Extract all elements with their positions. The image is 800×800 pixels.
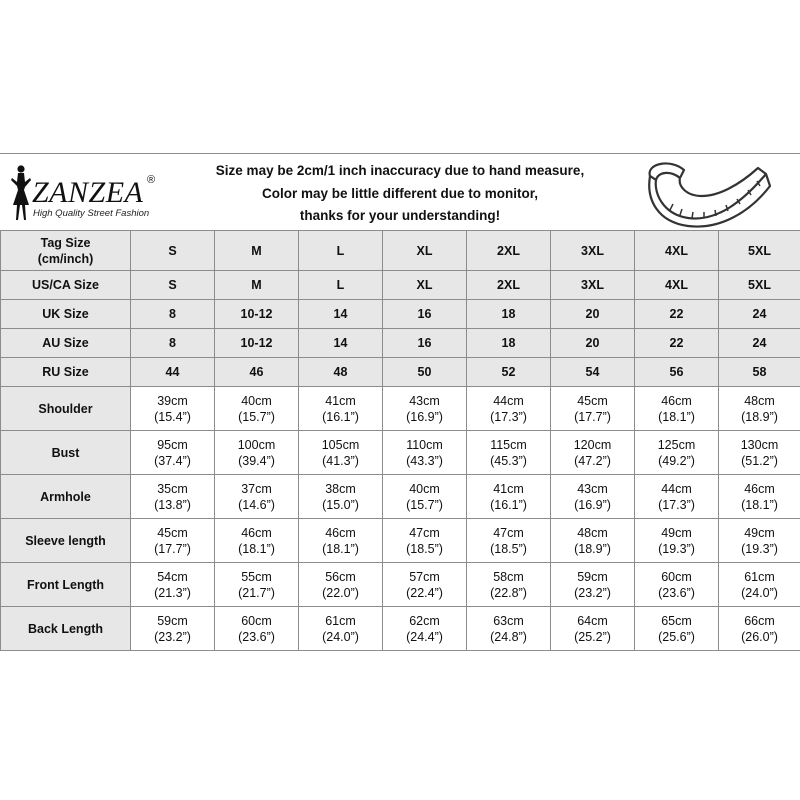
notice-line: thanks for your understanding!	[299, 208, 501, 223]
size-cell: 52	[467, 358, 551, 387]
tag-size-label: Tag Size	[40, 235, 91, 250]
measurement-cell	[635, 519, 719, 563]
au-size-row	[1, 329, 800, 358]
inch-value: (41.3”)	[322, 453, 359, 468]
cm-value: 40cm	[409, 481, 440, 496]
inch-value: (51.2”)	[741, 453, 778, 468]
cm-value: 46cm	[661, 393, 692, 408]
inch-value: (14.6”)	[238, 497, 275, 512]
size-cell: 18	[467, 300, 551, 329]
size-cell: M	[215, 271, 299, 300]
row-label: RU Size	[1, 358, 131, 387]
measurement-cell	[635, 475, 719, 519]
tag-size-cell: XL	[383, 231, 467, 271]
size-cell: 56	[635, 358, 719, 387]
cm-value: 43cm	[409, 393, 440, 408]
inch-value: (22.0”)	[322, 585, 359, 600]
measurement-cell	[551, 475, 635, 519]
tag-size-cell: 2XL	[467, 231, 551, 271]
inch-value: (19.3”)	[658, 541, 695, 556]
size-cell: 24	[719, 300, 800, 329]
measurement-cell	[383, 431, 467, 475]
measurement-cell	[551, 607, 635, 651]
cm-value: 46cm	[744, 481, 775, 496]
measurement-cell	[467, 387, 551, 431]
inch-value: (23.2”)	[154, 629, 191, 644]
cm-value: 59cm	[157, 613, 188, 628]
size-cell: 16	[383, 329, 467, 358]
measurement-cell	[467, 563, 551, 607]
measurement-cell	[551, 387, 635, 431]
inch-value: (25.2”)	[574, 629, 611, 644]
measurement-cell	[131, 607, 215, 651]
cm-value: 39cm	[157, 393, 188, 408]
measurement-cell	[131, 387, 215, 431]
cm-value: 110cm	[406, 437, 443, 452]
measurement-cell	[467, 431, 551, 475]
inch-value: (17.3”)	[490, 409, 527, 424]
size-cell: 16	[383, 300, 467, 329]
size-cell: 22	[635, 329, 719, 358]
size-chart	[0, 153, 800, 644]
cm-value: 66cm	[744, 613, 775, 628]
cm-value: 40cm	[241, 393, 272, 408]
row-label: UK Size	[1, 300, 131, 329]
inch-value: (26.0”)	[741, 629, 778, 644]
inch-value: (18.5”)	[406, 541, 443, 556]
measurement-cell	[215, 563, 299, 607]
cm-value: 55cm	[241, 569, 272, 584]
us-ca-size-row	[1, 271, 800, 300]
uk-size-row	[1, 300, 800, 329]
registered-mark: ®	[147, 174, 156, 186]
measurement-cell	[719, 607, 800, 651]
size-cell: 50	[383, 358, 467, 387]
measurement-cell	[383, 563, 467, 607]
measurement-cell	[299, 475, 383, 519]
size-cell: 54	[551, 358, 635, 387]
cm-value: 56cm	[325, 569, 356, 584]
size-cell: 22	[635, 300, 719, 329]
brand-name: ZANZEA	[32, 176, 144, 209]
cm-value: 47cm	[409, 525, 440, 540]
inch-value: (24.0”)	[322, 629, 359, 644]
cm-value: 41cm	[493, 481, 524, 496]
tag-size-cell: 4XL	[635, 231, 719, 271]
size-table	[0, 230, 800, 651]
cm-value: 61cm	[744, 569, 775, 584]
shoulder-row	[1, 387, 800, 431]
cm-value: 58cm	[493, 569, 524, 584]
cm-value: 63cm	[493, 613, 524, 628]
measurement-cell	[299, 519, 383, 563]
size-cell: 10-12	[215, 329, 299, 358]
cm-value: 47cm	[493, 525, 524, 540]
measurement-cell	[383, 519, 467, 563]
inch-value: (22.8”)	[490, 585, 527, 600]
size-cell: 8	[131, 300, 215, 329]
notice-line: Size may be 2cm/1 inch inaccuracy due to hand measure,	[215, 163, 585, 178]
inch-value: (23.2”)	[574, 585, 611, 600]
size-cell: 14	[299, 300, 383, 329]
measurement-cell	[719, 475, 800, 519]
inch-value: (21.3”)	[154, 585, 191, 600]
cm-value: 64cm	[577, 613, 608, 628]
cm-value: 100cm	[237, 437, 276, 452]
inch-value: (19.3”)	[741, 541, 778, 556]
inch-value: (17.7”)	[154, 541, 191, 556]
measurement-cell	[551, 431, 635, 475]
brand-logo	[6, 160, 166, 228]
inch-value: (18.5”)	[490, 541, 527, 556]
size-cell: XL	[383, 271, 467, 300]
inch-value: (18.9”)	[574, 541, 611, 556]
tag-size-cell: 3XL	[551, 231, 635, 271]
size-cell: 10-12	[215, 300, 299, 329]
inch-value: (21.7”)	[238, 585, 275, 600]
measurement-cell	[635, 607, 719, 651]
measurement-cell	[467, 607, 551, 651]
cm-value: 35cm	[157, 481, 188, 496]
tag-size-unit: (cm/inch)	[37, 251, 94, 266]
tag-size-cell: 5XL	[719, 231, 800, 271]
inch-value: (24.0”)	[741, 585, 778, 600]
front-length-row	[1, 563, 800, 607]
cm-value: 48cm	[577, 525, 608, 540]
inch-value: (23.6”)	[238, 629, 275, 644]
inch-value: (24.4”)	[406, 629, 443, 644]
measurement-cell	[299, 431, 383, 475]
inch-value: (49.2”)	[658, 453, 695, 468]
chart-header	[0, 153, 800, 231]
inch-value: (17.7”)	[574, 409, 611, 424]
inch-value: (18.1”)	[238, 541, 275, 556]
measurement-cell	[215, 475, 299, 519]
cm-value: 46cm	[241, 525, 272, 540]
measurement-cell	[719, 519, 800, 563]
size-cell: 8	[131, 329, 215, 358]
inch-value: (47.2”)	[574, 453, 611, 468]
inch-value: (17.3”)	[658, 497, 695, 512]
measurement-cell	[299, 607, 383, 651]
cm-value: 105cm	[321, 437, 360, 452]
inch-value: (16.1”)	[490, 497, 527, 512]
cm-value: 49cm	[744, 525, 775, 540]
measurement-notice	[190, 160, 610, 228]
inch-value: (23.6”)	[658, 585, 695, 600]
row-label: Shoulder	[1, 387, 131, 431]
measurement-cell	[383, 475, 467, 519]
ru-size-row	[1, 358, 800, 387]
size-cell: 48	[299, 358, 383, 387]
inch-value: (22.4”)	[406, 585, 443, 600]
cm-value: 115cm	[490, 437, 527, 452]
measurement-cell	[215, 431, 299, 475]
inch-value: (43.3”)	[406, 453, 443, 468]
measurement-cell	[131, 475, 215, 519]
measurement-cell	[719, 563, 800, 607]
measurement-cell	[215, 519, 299, 563]
measurement-cell	[131, 431, 215, 475]
row-label: Sleeve length	[1, 519, 131, 563]
size-cell: 58	[719, 358, 800, 387]
cm-value: 48cm	[744, 393, 775, 408]
back-length-row	[1, 607, 800, 651]
cm-value: 41cm	[325, 393, 356, 408]
cm-value: 46cm	[325, 525, 356, 540]
size-cell: 24	[719, 329, 800, 358]
bust-row	[1, 431, 800, 475]
size-cell: 14	[299, 329, 383, 358]
inch-value: (18.1”)	[322, 541, 359, 556]
inch-value: (39.4”)	[238, 453, 275, 468]
measurement-cell	[719, 431, 800, 475]
notice-line: Color may be little different due to monitor,	[261, 185, 539, 201]
cm-value: 49cm	[661, 525, 692, 540]
size-cell: S	[131, 271, 215, 300]
measurement-cell	[467, 475, 551, 519]
inch-value: (25.6”)	[658, 629, 695, 644]
row-label: Armhole	[1, 475, 131, 519]
cm-value: 65cm	[661, 613, 692, 628]
size-cell: 2XL	[467, 271, 551, 300]
cm-value: 60cm	[661, 569, 692, 584]
size-cell: 3XL	[551, 271, 635, 300]
measuring-tape-icon	[640, 156, 775, 228]
measurement-cell	[467, 519, 551, 563]
size-cell: 46	[215, 358, 299, 387]
inch-value: (13.8”)	[154, 497, 191, 512]
measurement-cell	[635, 431, 719, 475]
cm-value: 45cm	[157, 525, 188, 540]
tag-size-cell: S	[131, 231, 215, 271]
inch-value: (15.7”)	[238, 409, 275, 424]
measurement-cell	[299, 563, 383, 607]
size-cell: 18	[467, 329, 551, 358]
measurement-cell	[215, 387, 299, 431]
inch-value: (15.0”)	[322, 497, 359, 512]
size-cell: 20	[551, 329, 635, 358]
measurement-cell	[215, 607, 299, 651]
cm-value: 60cm	[241, 613, 272, 628]
inch-value: (18.1”)	[658, 409, 695, 424]
size-cell: 44	[131, 358, 215, 387]
size-cell: 4XL	[635, 271, 719, 300]
measurement-cell	[383, 387, 467, 431]
row-label: US/CA Size	[1, 271, 131, 300]
armhole-row	[1, 475, 800, 519]
sleeve-length-row	[1, 519, 800, 563]
inch-value: (15.7”)	[406, 497, 443, 512]
size-cell: L	[299, 271, 383, 300]
inch-value: (18.1”)	[741, 497, 778, 512]
measurement-cell	[299, 387, 383, 431]
cm-value: 120cm	[573, 437, 612, 452]
measurement-cell	[131, 519, 215, 563]
cm-value: 62cm	[409, 613, 440, 628]
measurement-cell	[635, 563, 719, 607]
tag-size-cell: L	[299, 231, 383, 271]
cm-value: 57cm	[409, 569, 440, 584]
cm-value: 38cm	[325, 481, 356, 496]
measurement-cell	[131, 563, 215, 607]
cm-value: 125cm	[657, 437, 696, 452]
row-label	[1, 231, 131, 271]
measurement-cell	[719, 387, 800, 431]
row-label: AU Size	[1, 329, 131, 358]
inch-value: (15.4”)	[154, 409, 191, 424]
measurement-cell	[635, 387, 719, 431]
cm-value: 44cm	[493, 393, 524, 408]
cm-value: 130cm	[740, 437, 779, 452]
cm-value: 43cm	[577, 481, 608, 496]
row-label: Back Length	[1, 607, 131, 651]
size-cell: 5XL	[719, 271, 800, 300]
measurement-cell	[551, 519, 635, 563]
inch-value: (45.3”)	[490, 453, 527, 468]
measurement-cell	[383, 607, 467, 651]
cm-value: 54cm	[157, 569, 188, 584]
size-cell: 20	[551, 300, 635, 329]
cm-value: 44cm	[661, 481, 692, 496]
cm-value: 61cm	[325, 613, 356, 628]
inch-value: (16.9”)	[406, 409, 443, 424]
cm-value: 59cm	[577, 569, 608, 584]
cm-value: 95cm	[157, 437, 188, 452]
inch-value: (37.4”)	[154, 453, 191, 468]
measurement-cell	[551, 563, 635, 607]
inch-value: (16.1”)	[322, 409, 359, 424]
inch-value: (24.8”)	[490, 629, 527, 644]
row-label: Front Length	[1, 563, 131, 607]
tag-size-cell: M	[215, 231, 299, 271]
tag-size-row	[1, 231, 800, 271]
inch-value: (16.9”)	[574, 497, 611, 512]
cm-value: 37cm	[241, 481, 272, 496]
inch-value: (18.9”)	[741, 409, 778, 424]
row-label: Bust	[1, 431, 131, 475]
brand-tagline: High Quality Street Fashion	[33, 208, 150, 219]
cm-value: 45cm	[577, 393, 608, 408]
